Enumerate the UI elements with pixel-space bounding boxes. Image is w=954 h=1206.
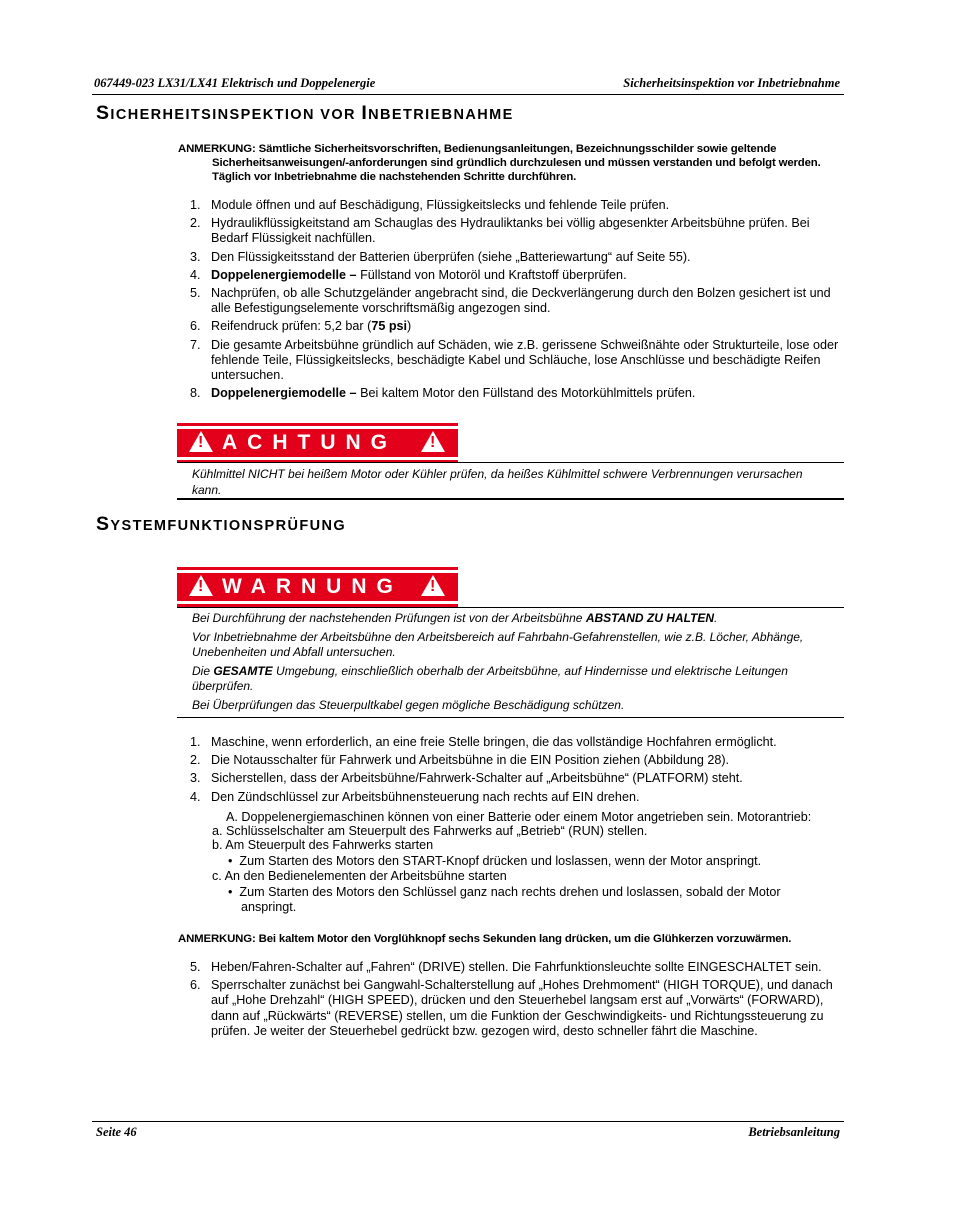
warning-triangle-icon — [421, 575, 445, 596]
list-item: 2. Die Notausschalter für Fahrwerk und Arbeitsbühne in die EIN Position ziehen (Abbildung 28). — [190, 753, 730, 768]
note-text-2: Sicherheitsanweisungen/-anforderungen sind gründlich durchzulesen und müssen verstanden und befolgt werden. — [212, 157, 821, 169]
divider — [177, 498, 844, 500]
list-item: 3. Sicherstellen, dass der Arbeitsbühne/Fahrwerk-Schalter auf „Arbeitsbühne“ (PLATFORM) steht. — [190, 771, 743, 786]
warning-text — [192, 611, 832, 716]
page-header — [92, 76, 844, 95]
inspection-steps — [188, 198, 844, 404]
list-item: 2. Hydraulikflüssigkeitstand am Schauglas des Hydrauliktanks bei völlig abgesenkter Arbeitsbühne prüfen. Bei Bedarf Flüssigkeit nachfüllen. — [190, 216, 810, 246]
note-text: Bei kaltem Motor den Vorglühknopf sechs Sekunden lang drücken, um die Glühkerzen vorzuwärmen. — [258, 933, 792, 945]
bullet-item: • Zum Starten des Motors den Schlüssel ganz nach rechts drehen und loslassen, sobald der Motor — [228, 885, 781, 899]
bullet-item: • Zum Starten des Motors den START-Knopf drücken und loslassen, wenn der Motor anspringt. — [228, 854, 762, 868]
list-item: 7. Die gesamte Arbeitsbühne gründlich auf Schäden, wie z.B. gerissene Schweißnähte oder Strukturteile, lose oder fehlende Teile, Flüssigkeitslecks, beschädigte Kabel und Schläuche, lose Anschlüsse und beschädigte Reifen untersuchen. — [190, 337, 839, 383]
warning-banner — [177, 567, 458, 607]
warning-title: WARNUNG — [177, 573, 458, 601]
warning-paragraph: Bei Überprüfungen das Steuerpultkabel gegen mögliche Beschädigung schützen. — [192, 697, 625, 712]
list-item: 4. Doppelenergiemodelle – Füllstand von Motoröl und Kraftstoff überprüfen. — [190, 267, 627, 282]
list-item: 3. Den Flüssigkeitsstand der Batterien überprüfen (siehe „Batteriewartung“ auf Seite 55). — [190, 249, 691, 264]
warning-triangle-icon — [189, 431, 213, 452]
list-item: 1. Module öffnen und auf Beschädigung, Flüssigkeitslecks und fehlende Teile prüfen. — [190, 198, 670, 212]
header-right: Sicherheitsinspektion vor Inbetriebnahme — [623, 76, 840, 90]
sub-item-a-b: b. Am Steuerpult des Fahrwerks starten — [212, 838, 434, 852]
page-number: Seite 46 — [96, 1125, 137, 1139]
divider — [177, 717, 844, 718]
systemcheck-steps-b — [188, 960, 844, 1042]
caution-text: Kühlmittel NICHT bei heißem Motor oder Kühler prüfen, da heißes Kühlmittel schwere Verbrennungen verursachen kann. — [192, 467, 803, 497]
caution-title: ACHTUNG — [177, 429, 458, 457]
list-item: 5. Heben/Fahren-Schalter auf „Fahren“ (DRIVE) stellen. Die Fahrfunktionsleuchte sollte EINGESCHALTET sein. — [190, 960, 822, 974]
note-preheat — [178, 932, 828, 946]
list-item: 6. Sperrschalter zunächst bei Gangwahl-Schalterstellung auf „Hohes Drehmoment“ (HIGH TORQUE), und danach auf „Hohe Drehzahl“ (HIGH SPEED), drücken und den Steuerhebel langsam erst auf „Vorwärts“ (FORWARD), dann auf „Rückwärts“ (REVERSE) stellen, um die Funktion der Geschwindigkeits- und Richtungssteuerung zu prüfen. Je weiter der Steuerhebel gedrückt bzw. gezogen wird, desto schneller fährt die Maschine. — [190, 978, 833, 1038]
list-item: 1. Maschine, wenn erforderlich, an eine freie Stelle bringen, die das vollständige Hochfahren ermöglicht. — [190, 735, 777, 749]
warning-paragraph: Die GESAMTE Umgebung, einschließlich oberhalb der Arbeitsbühne, auf Hindernisse und elektrische Leitungen überprüfen. — [192, 663, 788, 693]
bullet-item-continuation: anspringt. — [241, 900, 297, 914]
divider — [177, 462, 844, 463]
list-item: 4. Den Zündschlüssel zur Arbeitsbühnensteuerung nach rechts auf EIN drehen. — [190, 789, 640, 804]
divider — [177, 607, 844, 608]
note-text-3: Täglich vor Inbetriebnahme die nachstehenden Schritte durchführen. — [212, 171, 577, 183]
note-inspection — [178, 142, 828, 184]
page-footer — [92, 1121, 844, 1139]
list-item: 6. Reifendruck prüfen: 5,2 bar (75 psi) — [190, 319, 412, 334]
section-title-systemcheck: SYSTEMFUNKTIONSPRÜFUNG — [96, 513, 347, 535]
sub-item-a-c: c. An den Bedienelementen der Arbeitsbühne starten — [212, 869, 507, 883]
header-left: 067449-023 LX31/LX41 Elektrisch und Doppelenergie — [94, 76, 376, 90]
note-text-1: Sämtliche Sicherheitsvorschriften, Bedienungsanleitungen, Bezeichnungsschilder sowie geltende — [258, 143, 777, 155]
warning-paragraph: Bei Durchführung der nachstehenden Prüfungen ist von der Arbeitsbühne ABSTAND ZU HALTEN. — [192, 611, 718, 625]
sub-item-a-a: a. Schlüsselschalter am Steuerpult des Fahrwerks auf „Betrieb“ (RUN) stellen. — [212, 824, 648, 838]
note-label: ANMERKUNG: — [178, 933, 256, 945]
footer-title: Betriebsanleitung — [748, 1125, 840, 1139]
warning-triangle-icon — [189, 575, 213, 596]
note-label: ANMERKUNG: — [178, 143, 256, 155]
caution-banner — [177, 423, 458, 463]
section-title-inspection: SICHERHEITSINSPEKTION VOR INBETRIEBNAHME — [96, 102, 514, 124]
systemcheck-steps-a — [188, 735, 844, 808]
warning-paragraph: Vor Inbetriebnahme der Arbeitsbühne den Arbeitsbereich auf Fahrbahn-Gefahrenstellen, wie z.B. Löcher, Abhänge, Unebenheiten und Abfall untersuchen. — [192, 629, 804, 659]
list-item: 5. Nachprüfen, ob alle Schutzgeländer angebracht sind, die Deckverlängerung durch den Bolzen gesichert ist und alle Befestigungselemente vorschriftsmäßig angezogen sind. — [190, 286, 831, 316]
warning-triangle-icon — [421, 431, 445, 452]
list-item: 8. Doppelenergiemodelle – Bei kaltem Motor den Füllstand des Motorkühlmittels prüfen. — [190, 386, 696, 401]
sub-item-a: A. Doppelenergiemaschinen können von einer Batterie oder einem Motor angetrieben sein. Motorantrieb: — [226, 810, 812, 824]
